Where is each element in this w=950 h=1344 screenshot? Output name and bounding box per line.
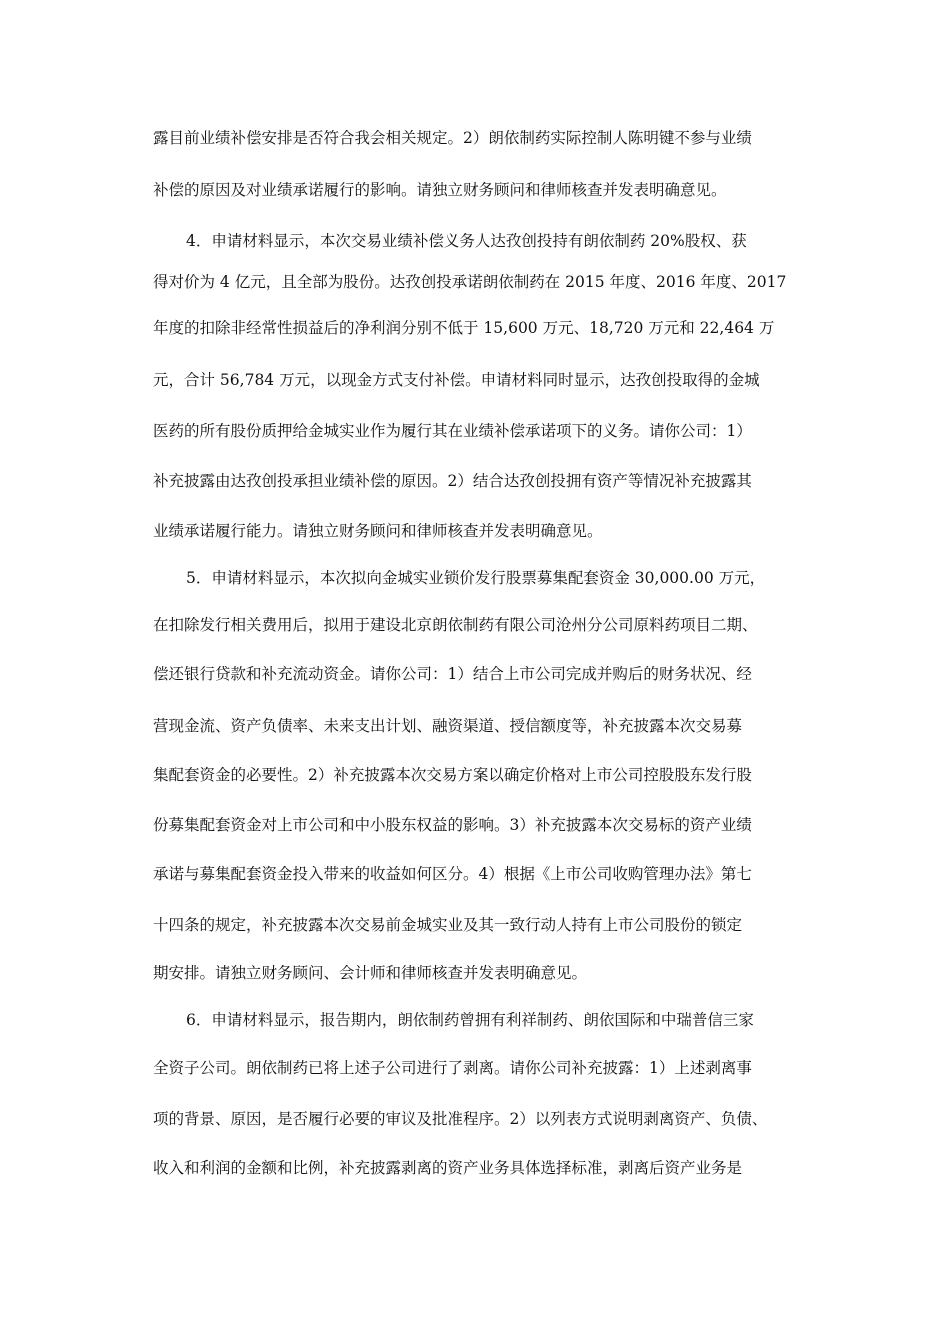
- text-line: 元，合计 56,784 万元，以现金方式支付补偿。申请材料同时显示，达孜创投取得的金城: [153, 371, 760, 389]
- text-line: 期安排。请独立财务顾问、会计师和律师核查并发表明确意见。: [153, 964, 588, 982]
- paragraph-6-start: 6．申请材料显示，报告期内，朗依制药曾拥有利祥制药、朗依国际和中瑞普信三家: [186, 1011, 754, 1029]
- text-line: 医药的所有股份质押给金城实业作为履行其在业绩补偿承诺项下的义务。请你公司：1）: [153, 422, 752, 440]
- text-line: 收入和利润的金额和比例，补充披露剥离的资产业务具体选择标准，剥离后资产业务是: [153, 1159, 743, 1177]
- text-line: 集配套资金的必要性。2）补充披露本次交易方案以确定价格对上市公司控股股东发行股: [153, 766, 752, 784]
- text-line: 份募集配套资金对上市公司和中小股东权益的影响。3）补充披露本次交易标的资产业绩: [153, 816, 752, 834]
- text-line: 业绩承诺履行能力。请独立财务顾问和律师核查并发表明确意见。: [153, 522, 603, 540]
- text-line: 在扣除发行相关费用后，拟用于建设北京朗依制药有限公司沧州分公司原料药项目二期、: [153, 616, 758, 634]
- text-line: 得对价为 4 亿元，且全部为股份。达孜创投承诺朗依制药在 2015 年度、2016 年度、2017: [153, 273, 787, 291]
- text-line: 露目前业绩补偿安排是否符合我会相关规定。2）朗依制药实际控制人陈明键不参与业绩: [153, 129, 752, 147]
- paragraph-5-start: 5．申请材料显示，本次拟向金城实业锁价发行股票募集配套资金 30,000.00 万元，: [186, 569, 766, 587]
- text-line: 年度的扣除非经常性损益后的净利润分别不低于 15,600 万元、18,720 万元和 22,464 万: [153, 319, 775, 337]
- text-line: 十四条的规定，补充披露本次交易前金城实业及其一致行动人持有上市公司股份的锁定: [153, 916, 743, 934]
- text-line: 偿还银行贷款和补充流动资金。请你公司：1）结合上市公司完成并购后的财务状况、经: [153, 665, 752, 683]
- text-line: 全资子公司。朗依制药已将上述子公司进行了剥离。请你公司补充披露：1）上述剥离事: [153, 1059, 752, 1077]
- text-line: 营现金流、资产负债率、未来支出计划、融资渠道、授信额度等，补充披露本次交易募: [153, 717, 743, 735]
- text-line: 补偿的原因及对业绩承诺履行的影响。请独立财务顾问和律师核查并发表明确意见。: [153, 181, 727, 199]
- text-line: 项的背景、原因，是否履行必要的审议及批准程序。2）以列表方式说明剥离资产、负债、: [153, 1110, 768, 1128]
- paragraph-4-start: 4．申请材料显示，本次交易业绩补偿义务人达孜创投持有朗依制药 20%股权、获: [186, 232, 747, 250]
- text-line: 承诺与募集配套资金投入带来的收益如何区分。4）根据《上市公司收购管理办法》第七: [153, 865, 752, 883]
- text-line: 补充披露由达孜创投承担业绩补偿的原因。2）结合达孜创投拥有资产等情况补充披露其: [153, 472, 752, 490]
